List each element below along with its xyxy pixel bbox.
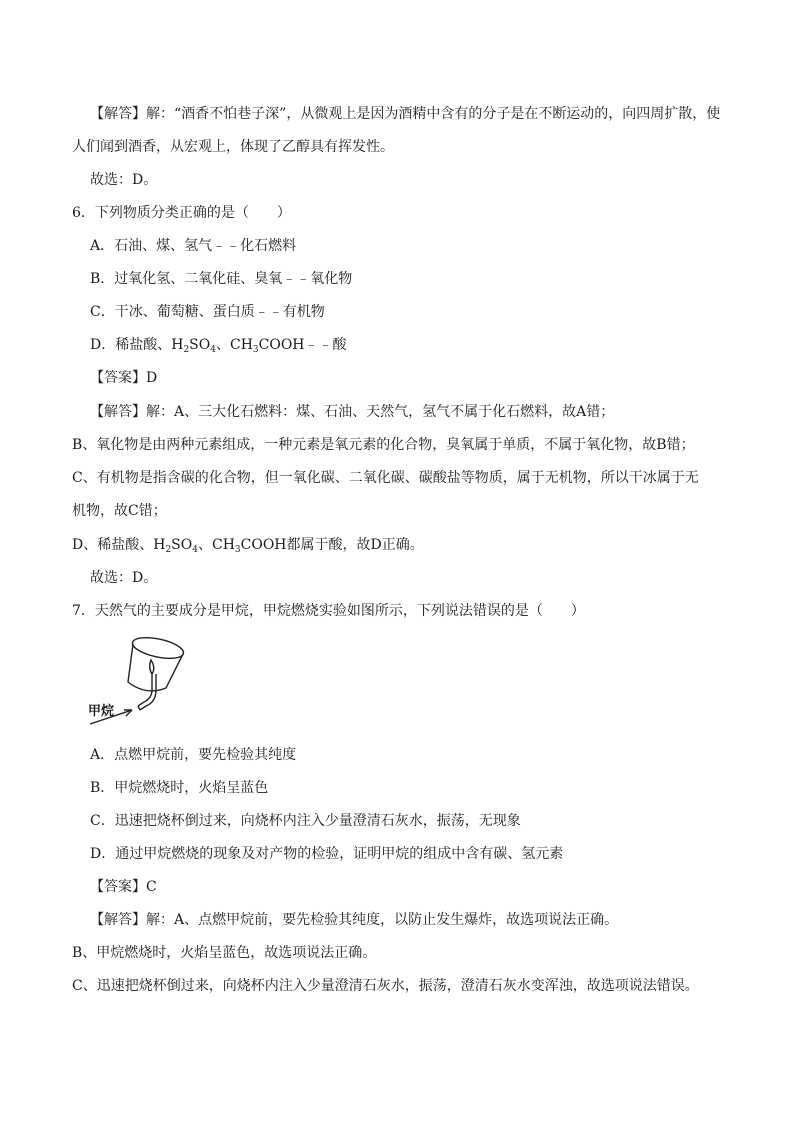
q7-stem: 7．天然气的主要成分是甲烷，甲烷燃烧实验如图所示，下列说法错误的是（ ）	[72, 603, 585, 619]
q6-option-a: A．石油、煤、氢气﹣﹣化石燃料	[90, 238, 297, 254]
q6-analysis-c2: 机物，故C错；	[72, 503, 167, 519]
q6-option-d: D．稀盐酸、$H_2SO_4$、$CH_3COOH﹣﹣$酸	[90, 337, 347, 355]
q6-option-b: B．过氧化氢、二氧化硅、臭氧﹣﹣氧化物	[90, 271, 353, 287]
methane-combustion-figure	[88, 630, 198, 728]
q6-analysis-d: D、稀盐酸、$H_2SO_4$、$CH_3COOH$都属于酸，故D正确。	[72, 537, 424, 555]
q5-analysis-line1: 【解答】解：“酒香不怕巷子深”，从微观上是因为酒精中含有的分子是在不断运动的，向四周扩散，使	[90, 106, 721, 122]
figure-label-methane: 甲烷	[88, 704, 115, 719]
q7-option-a: A．点燃甲烷前，要先检验其纯度	[90, 747, 297, 763]
q7-analysis-c: C、迅速把烧杯倒过来，向烧杯内注入少量澄清石灰水，振荡，澄清石灰水变浑浊，故选项说法错误。	[72, 978, 699, 994]
q6-choice: 故选：D。	[90, 570, 158, 586]
q7-option-b: B．甲烷燃烧时，火焰呈蓝色	[90, 780, 269, 796]
q6-analysis-b: B、氧化物是由两种元素组成，一种元素是氧元素的化合物，臭氧属于单质，不属于氧化物，故B错；	[72, 437, 695, 453]
q7-option-d: D．通过甲烷燃烧的现象及对产物的检验，证明甲烷的组成中含有碳、氢元素	[90, 846, 564, 862]
beaker-rim	[131, 634, 186, 662]
q6-analysis-c1: C、有机物是指含碳的化合物，但一氧化碳、二氧化碳、碳酸盐等物质，属于无机物，所以干冰属于无	[72, 470, 699, 486]
q6-analysis-a: 【解答】解：A、三大化石燃料：煤、石油、天然气，氢气不属于化石燃料，故A错；	[90, 404, 615, 420]
q6-answer: 【答案】D	[90, 370, 158, 386]
q5-analysis-line2: 人们闻到酒香，从宏观上，体现了乙醇具有挥发性。	[72, 139, 394, 155]
q7-analysis-b: B、甲烷燃烧时，火焰呈蓝色，故选项说法正确。	[72, 945, 377, 961]
q6-option-c: C．干冰、葡萄糖、蛋白质﹣﹣有机物	[90, 304, 325, 320]
q7-analysis-a: 【解答】解：A、点燃甲烷前，要先检验其纯度，以防止发生爆炸，故选项说法正确。	[90, 912, 619, 928]
q7-answer: 【答案】C	[90, 879, 157, 895]
q5-choice: 故选：D。	[90, 172, 158, 188]
q7-option-c: C．迅速把烧杯倒过来，向烧杯内注入少量澄清石灰水，振荡，无现象	[90, 813, 521, 829]
q6-stem: 6．下列物质分类正确的是（ ）	[72, 205, 291, 221]
flame-icon	[150, 660, 154, 674]
